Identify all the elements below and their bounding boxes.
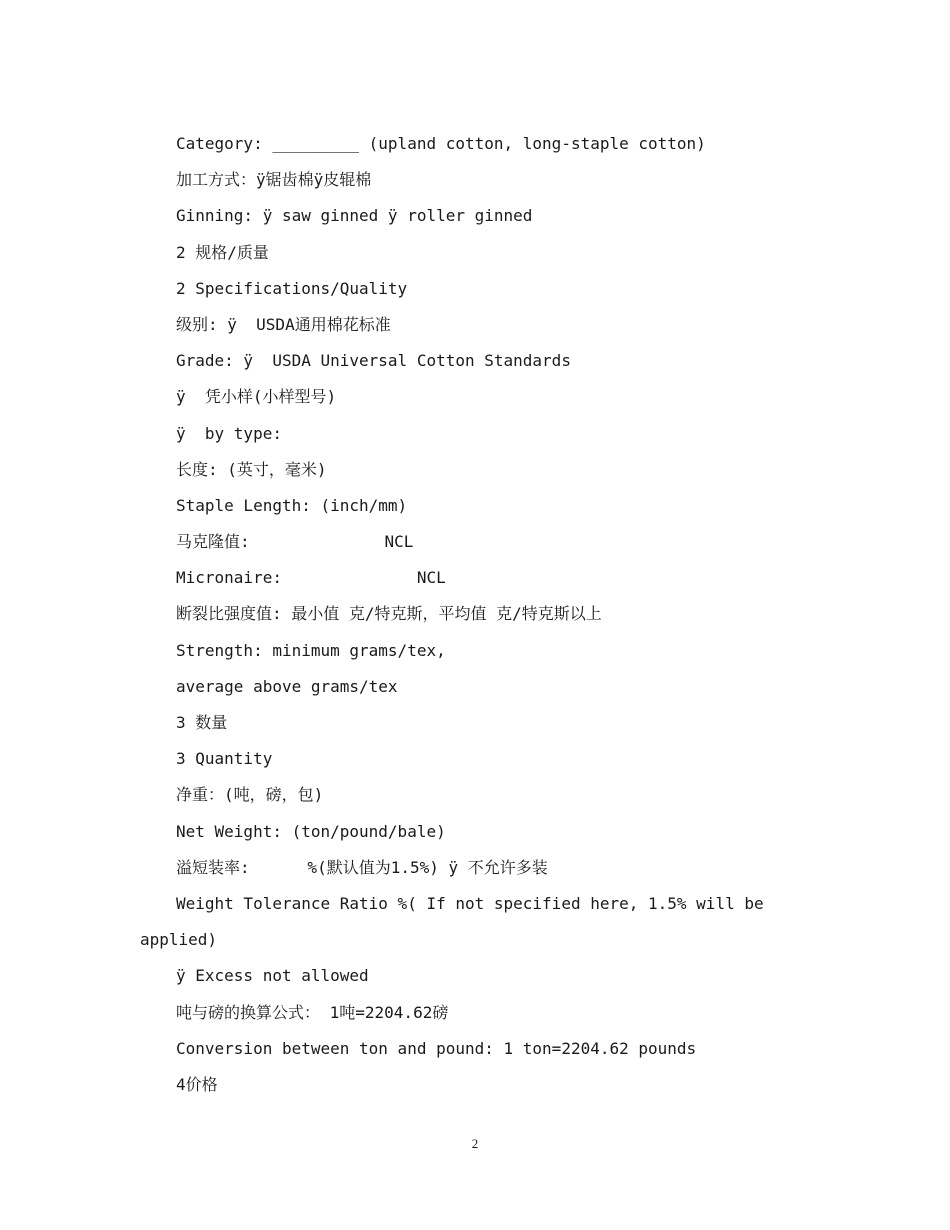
micronaire-cn-line: 马克隆值: NCL: [176, 532, 414, 552]
category-line: Category: _________ (upland cotton, long-staple cotton): [176, 134, 706, 153]
conversion-cn-line: 吨与磅的换算公式： 1吨=2204.62磅: [176, 1002, 449, 1022]
document-body: [140, 126, 810, 1103]
conversion-en-line: Conversion between ton and pound: 1 ton=2204.62 pounds: [176, 1038, 697, 1058]
section-3-heading-en: 3 Quantity: [176, 749, 273, 769]
strength-en-line-2: average above grams/tex: [176, 676, 398, 696]
strength-cn-line: 断裂比强度值: 最小值 克/特克斯，平均值 克/特克斯以上: [176, 604, 602, 624]
grade-en-line: Grade: ÿ USDA Universal Cotton Standards: [176, 351, 571, 371]
section-2-heading-cn: 2 规格/质量: [176, 242, 269, 262]
ginning-en-line: Ginning: ÿ saw ginned ÿ roller ginned: [176, 206, 533, 226]
section-2-heading-en: 2 Specifications/Quality: [176, 278, 408, 298]
by-type-cn-line: ÿ 凭小样(小样型号): [176, 387, 337, 407]
page-number: 2: [471, 1136, 479, 1151]
strength-en-line: Strength: minimum grams/tex,: [176, 640, 446, 660]
micronaire-en-line: Micronaire: NCL: [176, 568, 446, 588]
tolerance-cn-line: 溢短装率: %(默认值为1.5%) ÿ 不允许多装: [176, 857, 548, 877]
net-weight-cn-line: 净重：(吨，磅，包): [176, 785, 324, 805]
section-4-heading-cn: 4价格: [176, 1074, 218, 1094]
tolerance-en-line: Weight Tolerance Ratio %( If not specified here, 1.5% will be applied): [140, 893, 764, 950]
grade-cn-line: 级别: ÿ USDA通用棉花标准: [176, 314, 391, 334]
section-3-heading-cn: 3 数量: [176, 713, 228, 732]
by-type-en-line: ÿ by type:: [176, 423, 282, 443]
net-weight-en-line: Net Weight: (ton/pound/bale): [176, 821, 446, 841]
length-cn-line: 长度: (英寸，毫米): [176, 459, 327, 479]
length-en-line: Staple Length: (inch/mm): [176, 495, 408, 515]
excess-not-allowed-line: ÿ Excess not allowed: [176, 966, 369, 986]
ginning-cn-line: 加工方式：ÿ锯齿棉ÿ皮辊棉: [176, 170, 372, 190]
